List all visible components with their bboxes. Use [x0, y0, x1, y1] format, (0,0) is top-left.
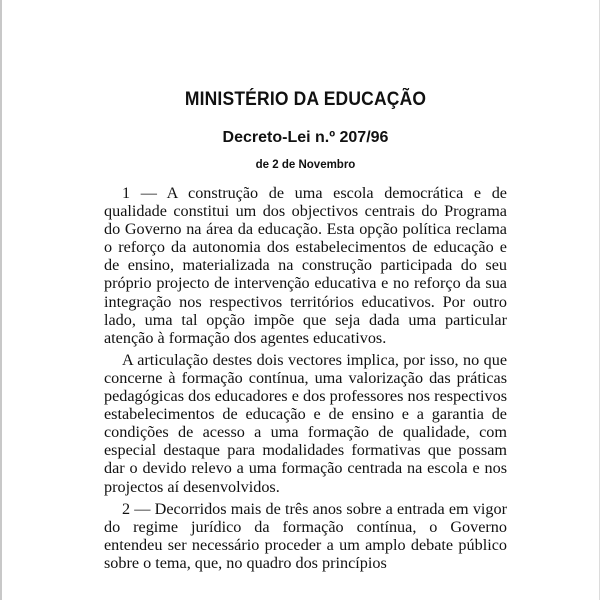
ministry-heading: MINISTÉRIO DA EDUCAÇÃO — [184, 89, 427, 110]
paragraph-1: 1 — A construção de uma escola democrática e de qualidade constitui um dos objectivos centrais do Programa do Governo na área da educação. Esta opção política reclama o reforço da autonomia dos estabelecimentos de educação e de ensino, materializada na construção participada do seu próprio projecto de intervenção educativa e no reforço da sua integração nos respectivos territórios educativos. Por outro lado, uma tal opção impõe que seja dada uma particular atenção à formação dos agentes educativos. — [104, 184, 507, 347]
page-left-edge — [0, 0, 2, 600]
paragraph-2: A articulação destes dois vectores implica, por isso, no que concerne à formação contínua, uma valorização das práticas pedagógicas dos educadores e dos professores nos respectivos estabelecimentos de educação e de ensino e a garantia de condições de acesso a uma formação de qualidade, com especial destaque para modalidades formativas que possam dar o devido relevo a uma formação centrada na escola e nos projectos aí desenvolvidos. — [104, 350, 507, 496]
decree-body — [104, 184, 507, 572]
decree-date: de 2 de Novembro — [255, 159, 356, 171]
paragraph-3: 2 — Decorridos mais de três anos sobre a entrada em vigor do regime jurídico da formação contínua, o Governo entendeu ser necessário proceder a um amplo debate público sobre o tema, que, no quadro dos princípios — [104, 499, 507, 572]
document-content — [104, 88, 507, 576]
decree-title: Decreto-Lei n.º 207/96 — [222, 129, 389, 146]
